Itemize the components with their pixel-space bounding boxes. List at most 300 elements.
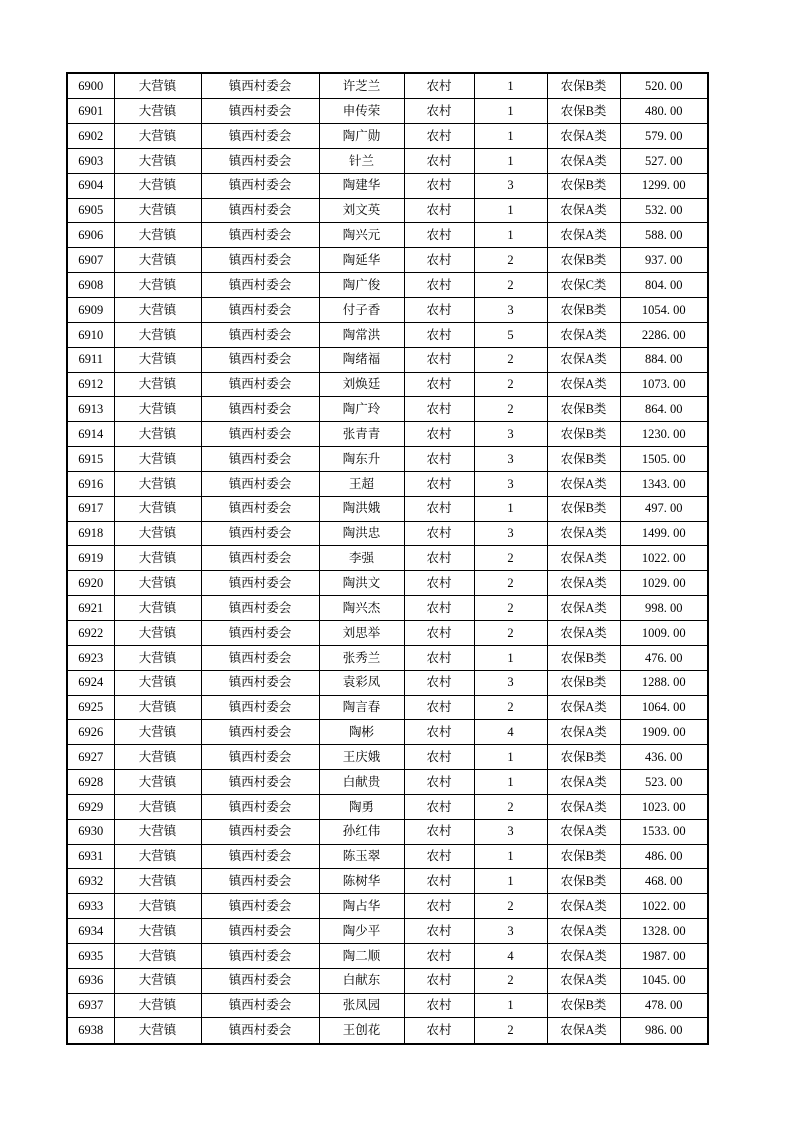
cell-person-count: 3 [474,447,547,472]
cell-person-count: 3 [474,173,547,198]
table-row [67,844,708,869]
table-row [67,596,708,621]
cell-person-name: 李强 [319,546,404,571]
cell-person-count: 1 [474,198,547,223]
cell-serial-number: 6911 [67,347,114,372]
cell-amount: 1054. 00 [620,298,708,323]
cell-village-committee: 镇西村委会 [201,73,319,99]
table-row [67,471,708,496]
cell-residence-type: 农村 [404,223,474,248]
cell-person-name: 白献东 [319,968,404,993]
cell-insurance-category: 农保B类 [547,298,620,323]
cell-person-count: 1 [474,770,547,795]
cell-town: 大营镇 [114,471,201,496]
cell-insurance-category: 农保A类 [547,943,620,968]
cell-person-count: 2 [474,571,547,596]
cell-person-count: 4 [474,943,547,968]
cell-residence-type: 农村 [404,670,474,695]
cell-village-committee: 镇西村委会 [201,298,319,323]
cell-residence-type: 农村 [404,148,474,173]
cell-village-committee: 镇西村委会 [201,521,319,546]
cell-village-committee: 镇西村委会 [201,794,319,819]
table-row [67,943,708,968]
table-row [67,248,708,273]
table-row [67,521,708,546]
cell-residence-type: 农村 [404,322,474,347]
cell-person-name: 孙红伟 [319,819,404,844]
cell-town: 大营镇 [114,894,201,919]
cell-residence-type: 农村 [404,745,474,770]
cell-serial-number: 6928 [67,770,114,795]
cell-town: 大营镇 [114,124,201,149]
cell-residence-type: 农村 [404,521,474,546]
cell-insurance-category: 农保A类 [547,546,620,571]
cell-insurance-category: 农保A类 [547,620,620,645]
cell-residence-type: 农村 [404,124,474,149]
cell-person-count: 1 [474,73,547,99]
cell-person-count: 1 [474,99,547,124]
cell-amount: 520. 00 [620,73,708,99]
cell-amount: 1022. 00 [620,546,708,571]
cell-amount: 1288. 00 [620,670,708,695]
cell-serial-number: 6932 [67,869,114,894]
cell-residence-type: 农村 [404,770,474,795]
cell-amount: 1909. 00 [620,720,708,745]
cell-residence-type: 农村 [404,73,474,99]
cell-town: 大营镇 [114,1018,201,1044]
cell-person-name: 王超 [319,471,404,496]
cell-serial-number: 6913 [67,397,114,422]
cell-town: 大营镇 [114,571,201,596]
table-row [67,770,708,795]
cell-amount: 532. 00 [620,198,708,223]
cell-amount: 1533. 00 [620,819,708,844]
cell-amount: 1343. 00 [620,471,708,496]
cell-village-committee: 镇西村委会 [201,496,319,521]
cell-village-committee: 镇西村委会 [201,471,319,496]
cell-serial-number: 6900 [67,73,114,99]
cell-insurance-category: 农保B类 [547,248,620,273]
cell-person-name: 陶广玲 [319,397,404,422]
cell-amount: 1022. 00 [620,894,708,919]
cell-serial-number: 6907 [67,248,114,273]
cell-village-committee: 镇西村委会 [201,223,319,248]
cell-serial-number: 6903 [67,148,114,173]
cell-insurance-category: 农保A类 [547,322,620,347]
cell-village-committee: 镇西村委会 [201,347,319,372]
cell-town: 大营镇 [114,968,201,993]
cell-amount: 588. 00 [620,223,708,248]
cell-amount: 1505. 00 [620,447,708,472]
cell-insurance-category: 农保A类 [547,223,620,248]
cell-residence-type: 农村 [404,422,474,447]
cell-person-name: 陶言春 [319,695,404,720]
table-row [67,919,708,944]
cell-village-committee: 镇西村委会 [201,844,319,869]
cell-amount: 497. 00 [620,496,708,521]
cell-town: 大营镇 [114,819,201,844]
cell-insurance-category: 农保A类 [547,968,620,993]
cell-person-name: 刘思举 [319,620,404,645]
cell-insurance-category: 农保A类 [547,521,620,546]
table-row [67,322,708,347]
cell-serial-number: 6924 [67,670,114,695]
cell-person-name: 陈玉翠 [319,844,404,869]
cell-town: 大营镇 [114,397,201,422]
cell-town: 大营镇 [114,645,201,670]
cell-insurance-category: 农保A类 [547,819,620,844]
cell-insurance-category: 农保B类 [547,496,620,521]
cell-serial-number: 6912 [67,372,114,397]
cell-serial-number: 6915 [67,447,114,472]
cell-village-committee: 镇西村委会 [201,695,319,720]
table-row [67,372,708,397]
cell-residence-type: 农村 [404,620,474,645]
cell-town: 大营镇 [114,993,201,1018]
cell-amount: 937. 00 [620,248,708,273]
cell-amount: 1328. 00 [620,919,708,944]
cell-village-committee: 镇西村委会 [201,720,319,745]
table-row [67,571,708,596]
cell-residence-type: 农村 [404,720,474,745]
cell-amount: 1987. 00 [620,943,708,968]
cell-person-name: 陶延华 [319,248,404,273]
table-row [67,745,708,770]
cell-residence-type: 农村 [404,273,474,298]
cell-town: 大营镇 [114,770,201,795]
cell-town: 大营镇 [114,670,201,695]
cell-person-name: 白献贵 [319,770,404,795]
cell-person-name: 陶广勋 [319,124,404,149]
cell-town: 大营镇 [114,546,201,571]
cell-town: 大营镇 [114,496,201,521]
cell-person-name: 付子香 [319,298,404,323]
table-row [67,447,708,472]
cell-residence-type: 农村 [404,819,474,844]
table-row [67,298,708,323]
cell-person-name: 陈树华 [319,869,404,894]
cell-person-name: 张秀兰 [319,645,404,670]
cell-town: 大营镇 [114,794,201,819]
cell-person-count: 2 [474,546,547,571]
cell-town: 大营镇 [114,720,201,745]
cell-serial-number: 6905 [67,198,114,223]
cell-residence-type: 农村 [404,596,474,621]
cell-town: 大营镇 [114,919,201,944]
table-row [67,720,708,745]
cell-person-name: 申传荣 [319,99,404,124]
cell-person-count: 4 [474,720,547,745]
cell-village-committee: 镇西村委会 [201,869,319,894]
cell-amount: 884. 00 [620,347,708,372]
cell-village-committee: 镇西村委会 [201,273,319,298]
cell-person-name: 针兰 [319,148,404,173]
cell-person-name: 张凤园 [319,993,404,1018]
cell-serial-number: 6923 [67,645,114,670]
cell-village-committee: 镇西村委会 [201,372,319,397]
cell-person-count: 2 [474,968,547,993]
cell-insurance-category: 农保B类 [547,670,620,695]
cell-residence-type: 农村 [404,372,474,397]
cell-person-count: 2 [474,347,547,372]
cell-insurance-category: 农保B类 [547,993,620,1018]
cell-serial-number: 6919 [67,546,114,571]
cell-person-name: 陶绪福 [319,347,404,372]
cell-person-count: 2 [474,620,547,645]
cell-insurance-category: 农保A类 [547,794,620,819]
cell-amount: 1073. 00 [620,372,708,397]
cell-person-name: 陶洪娥 [319,496,404,521]
cell-person-count: 1 [474,124,547,149]
cell-amount: 579. 00 [620,124,708,149]
cell-insurance-category: 农保A类 [547,919,620,944]
cell-amount: 1230. 00 [620,422,708,447]
cell-serial-number: 6906 [67,223,114,248]
cell-insurance-category: 农保B类 [547,397,620,422]
cell-serial-number: 6914 [67,422,114,447]
cell-serial-number: 6916 [67,471,114,496]
cell-person-name: 刘焕廷 [319,372,404,397]
cell-residence-type: 农村 [404,993,474,1018]
cell-amount: 2286. 00 [620,322,708,347]
cell-village-committee: 镇西村委会 [201,645,319,670]
cell-person-count: 3 [474,422,547,447]
cell-village-committee: 镇西村委会 [201,148,319,173]
cell-village-committee: 镇西村委会 [201,546,319,571]
cell-serial-number: 6934 [67,919,114,944]
cell-person-name: 陶洪文 [319,571,404,596]
cell-town: 大营镇 [114,372,201,397]
cell-person-count: 1 [474,223,547,248]
cell-village-committee: 镇西村委会 [201,571,319,596]
table-row [67,496,708,521]
cell-village-committee: 镇西村委会 [201,919,319,944]
cell-insurance-category: 农保B类 [547,422,620,447]
table-row [67,993,708,1018]
table-row [67,695,708,720]
cell-residence-type: 农村 [404,794,474,819]
cell-village-committee: 镇西村委会 [201,99,319,124]
table-row [67,347,708,372]
cell-amount: 476. 00 [620,645,708,670]
cell-town: 大营镇 [114,869,201,894]
cell-residence-type: 农村 [404,571,474,596]
cell-village-committee: 镇西村委会 [201,770,319,795]
cell-serial-number: 6901 [67,99,114,124]
cell-town: 大营镇 [114,943,201,968]
table-row [67,546,708,571]
cell-town: 大营镇 [114,521,201,546]
cell-town: 大营镇 [114,596,201,621]
cell-insurance-category: 农保B类 [547,99,620,124]
table-row [67,223,708,248]
cell-amount: 1064. 00 [620,695,708,720]
cell-residence-type: 农村 [404,471,474,496]
cell-person-name: 陶广俊 [319,273,404,298]
cell-serial-number: 6910 [67,322,114,347]
cell-person-name: 刘文英 [319,198,404,223]
cell-village-committee: 镇西村委会 [201,447,319,472]
cell-serial-number: 6920 [67,571,114,596]
cell-person-name: 陶少平 [319,919,404,944]
cell-serial-number: 6930 [67,819,114,844]
table-row [67,819,708,844]
cell-residence-type: 农村 [404,447,474,472]
cell-village-committee: 镇西村委会 [201,248,319,273]
cell-person-name: 王创花 [319,1018,404,1044]
cell-village-committee: 镇西村委会 [201,968,319,993]
cell-amount: 480. 00 [620,99,708,124]
cell-person-count: 3 [474,298,547,323]
table-row [67,1018,708,1044]
cell-amount: 527. 00 [620,148,708,173]
cell-serial-number: 6918 [67,521,114,546]
cell-town: 大营镇 [114,173,201,198]
cell-residence-type: 农村 [404,248,474,273]
cell-insurance-category: 农保B类 [547,173,620,198]
cell-person-count: 2 [474,695,547,720]
cell-insurance-category: 农保C类 [547,273,620,298]
cell-insurance-category: 农保A类 [547,124,620,149]
cell-amount: 998. 00 [620,596,708,621]
cell-residence-type: 农村 [404,397,474,422]
cell-residence-type: 农村 [404,869,474,894]
cell-amount: 1299. 00 [620,173,708,198]
cell-residence-type: 农村 [404,347,474,372]
cell-amount: 1499. 00 [620,521,708,546]
cell-serial-number: 6936 [67,968,114,993]
cell-insurance-category: 农保B类 [547,869,620,894]
cell-residence-type: 农村 [404,173,474,198]
cell-serial-number: 6922 [67,620,114,645]
cell-person-count: 1 [474,745,547,770]
cell-town: 大营镇 [114,745,201,770]
cell-residence-type: 农村 [404,198,474,223]
table-row [67,273,708,298]
cell-town: 大营镇 [114,322,201,347]
cell-serial-number: 6904 [67,173,114,198]
cell-person-count: 1 [474,993,547,1018]
cell-residence-type: 农村 [404,968,474,993]
table-row [67,422,708,447]
cell-residence-type: 农村 [404,1018,474,1044]
cell-person-count: 3 [474,471,547,496]
cell-village-committee: 镇西村委会 [201,198,319,223]
cell-person-count: 2 [474,794,547,819]
cell-village-committee: 镇西村委会 [201,173,319,198]
cell-amount: 486. 00 [620,844,708,869]
cell-person-count: 2 [474,273,547,298]
cell-town: 大营镇 [114,844,201,869]
table-row [67,397,708,422]
cell-serial-number: 6921 [67,596,114,621]
cell-person-count: 2 [474,1018,547,1044]
cell-person-count: 2 [474,372,547,397]
cell-amount: 1009. 00 [620,620,708,645]
cell-village-committee: 镇西村委会 [201,422,319,447]
table-row [67,124,708,149]
cell-person-name: 陶常洪 [319,322,404,347]
cell-amount: 804. 00 [620,273,708,298]
cell-residence-type: 农村 [404,894,474,919]
cell-village-committee: 镇西村委会 [201,397,319,422]
cell-residence-type: 农村 [404,844,474,869]
cell-residence-type: 农村 [404,496,474,521]
table-row [67,670,708,695]
table-row [67,173,708,198]
cell-residence-type: 农村 [404,695,474,720]
table-row [67,148,708,173]
cell-residence-type: 农村 [404,99,474,124]
cell-insurance-category: 农保A类 [547,198,620,223]
cell-serial-number: 6929 [67,794,114,819]
table-row [67,645,708,670]
cell-amount: 864. 00 [620,397,708,422]
cell-person-count: 5 [474,322,547,347]
cell-town: 大营镇 [114,422,201,447]
cell-serial-number: 6909 [67,298,114,323]
cell-amount: 478. 00 [620,993,708,1018]
cell-person-name: 陶彬 [319,720,404,745]
cell-amount: 1029. 00 [620,571,708,596]
cell-person-count: 3 [474,819,547,844]
cell-insurance-category: 农保A类 [547,720,620,745]
cell-person-name: 陶勇 [319,794,404,819]
cell-town: 大营镇 [114,99,201,124]
cell-person-count: 1 [474,869,547,894]
table-row [67,99,708,124]
cell-village-committee: 镇西村委会 [201,943,319,968]
cell-residence-type: 农村 [404,645,474,670]
cell-person-name: 陶东升 [319,447,404,472]
table-row [67,620,708,645]
cell-village-committee: 镇西村委会 [201,1018,319,1044]
cell-town: 大营镇 [114,620,201,645]
cell-person-count: 2 [474,397,547,422]
cell-town: 大营镇 [114,73,201,99]
cell-village-committee: 镇西村委会 [201,894,319,919]
cell-village-committee: 镇西村委会 [201,620,319,645]
table-row [67,968,708,993]
cell-person-count: 1 [474,645,547,670]
cell-insurance-category: 农保A类 [547,148,620,173]
cell-town: 大营镇 [114,298,201,323]
cell-residence-type: 农村 [404,919,474,944]
table-row [67,894,708,919]
cell-insurance-category: 农保A类 [547,571,620,596]
cell-town: 大营镇 [114,273,201,298]
cell-amount: 1045. 00 [620,968,708,993]
table-row [67,198,708,223]
cell-person-count: 1 [474,148,547,173]
cell-residence-type: 农村 [404,298,474,323]
cell-village-committee: 镇西村委会 [201,322,319,347]
cell-village-committee: 镇西村委会 [201,819,319,844]
cell-insurance-category: 农保B类 [547,745,620,770]
table-row [67,869,708,894]
cell-person-count: 3 [474,919,547,944]
cell-serial-number: 6933 [67,894,114,919]
roster-table-body [67,73,708,1044]
cell-village-committee: 镇西村委会 [201,993,319,1018]
cell-serial-number: 6902 [67,124,114,149]
cell-insurance-category: 农保A类 [547,596,620,621]
cell-town: 大营镇 [114,148,201,173]
cell-village-committee: 镇西村委会 [201,670,319,695]
cell-person-name: 陶占华 [319,894,404,919]
cell-insurance-category: 农保A类 [547,471,620,496]
cell-person-count: 2 [474,596,547,621]
